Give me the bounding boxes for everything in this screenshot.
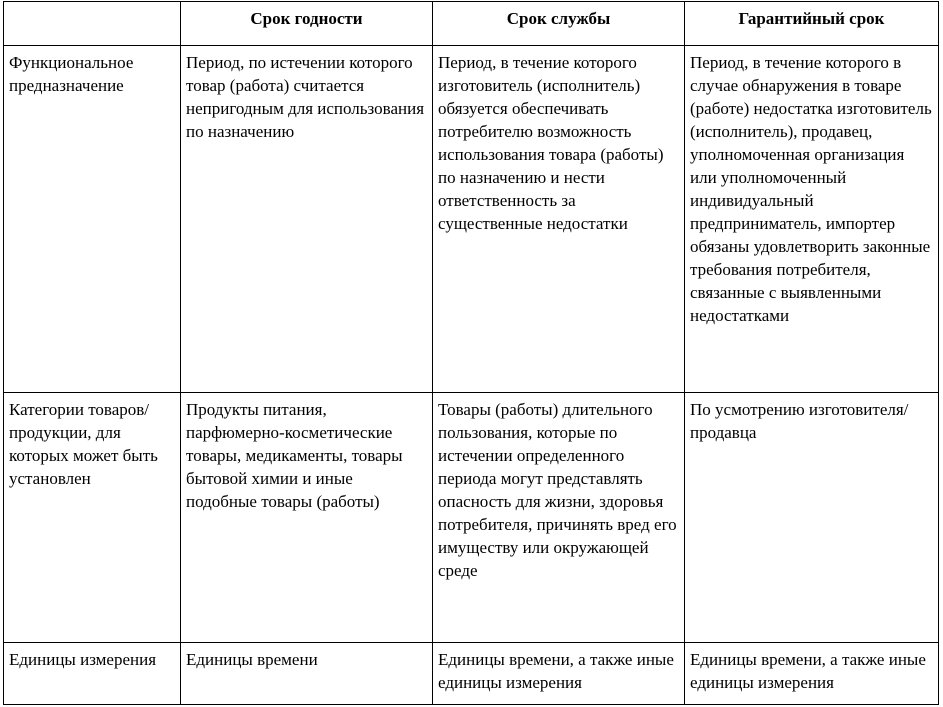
cell-units-shelf-life: Единицы времени xyxy=(181,643,433,705)
table-row xyxy=(4,46,939,393)
header-service-life: Срок службы xyxy=(433,2,685,46)
comparison-table xyxy=(3,1,939,705)
cell-units-warranty: Единицы времени, а также иные единицы измерения xyxy=(685,643,939,705)
header-shelf-life: Срок годности xyxy=(181,2,433,46)
row-label-categories: Категории товаров/ продукции, для которых может быть установлен xyxy=(4,393,181,643)
cell-purpose-warranty: Период, в течение которого в случае обнаружения в товаре (работе) недостатка изготовитель (исполнитель), продавец, уполномоченная организация или уполномоченный индивидуальный предприниматель, импортер обязаны удовлетворить законные требования потребителя, связанные с выявленными недостатками xyxy=(685,46,939,393)
header-row xyxy=(4,2,939,46)
header-corner-cell xyxy=(4,2,181,46)
table-row xyxy=(4,393,939,643)
cell-categories-warranty: По усмотрению изготовителя/продавца xyxy=(685,393,939,643)
cell-categories-service-life: Товары (работы) длительного пользования, которые по истечении определенного периода могут представлять опасность для жизни, здоровья потребителя, причинять вред его имуществу или окружающей среде xyxy=(433,393,685,643)
cell-categories-shelf-life: Продукты питания, парфюмерно-косметические товары, медикаменты, товары бытовой химии и иные подобные товары (работы) xyxy=(181,393,433,643)
cell-units-service-life: Единицы времени, а также иные единицы измерения xyxy=(433,643,685,705)
table-row xyxy=(4,643,939,705)
row-label-purpose: Функциональное предназначение xyxy=(4,46,181,393)
cell-purpose-service-life: Период, в течение которого изготовитель (исполнитель) обязуется обеспечивать потребителю возможность использования товара (работы) по назначению и нести ответственность за существенные недостатки xyxy=(433,46,685,393)
header-warranty-period: Гарантийный срок xyxy=(685,2,939,46)
cell-purpose-shelf-life: Период, по истечении которого товар (работа) считается непригодным для использования по назначению xyxy=(181,46,433,393)
row-label-units: Единицы измерения xyxy=(4,643,181,705)
